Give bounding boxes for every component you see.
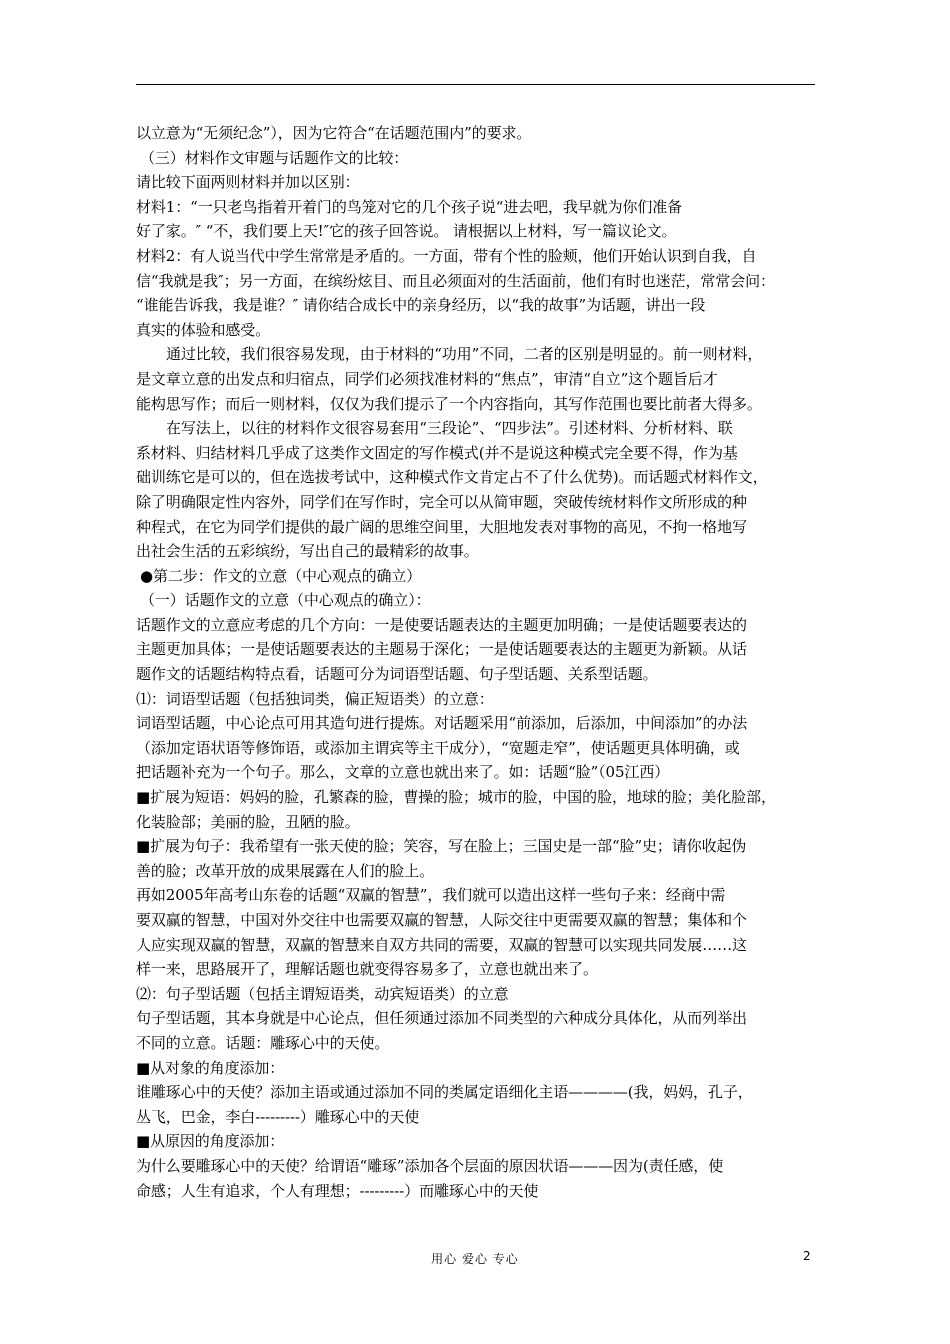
text-line: 系材料、归结材料几乎成了这类作文固定的写作模式(并不是说这种模式完全要不得，作为基 <box>136 443 738 462</box>
text-line: 句子型话题，其本身就是中心论点，但任须通过添加不同类型的六种成分具体化，从而列举出 <box>136 1009 747 1028</box>
text-line: 化装脸部；美丽的脸，丑陋的脸。 <box>136 812 360 831</box>
text-line: 材料1：“一只老鸟指着开着门的鸟笼对它的几个孩子说“进去吧，我早就为你们准备 <box>136 197 683 216</box>
text-line: 题作文的话题结构特点看，话题可分为词语型话题、句子型话题、关系型话题。 <box>136 665 658 684</box>
text-line: 不同的立意。话题：雕琢心中的天使。 <box>136 1033 390 1052</box>
text-line: 真实的体验和感受。 <box>136 320 271 339</box>
text-line: 以立意为“无须纪念”），因为它符合“在话题范围内”的要求。 <box>136 124 532 142</box>
text-line: 出社会生活的五彩缤纷，写出自己的最精彩的故事。 <box>136 542 479 561</box>
text-line: 为什么要雕琢心中的天使？给谓语“雕琢”添加各个层面的原因状语———因为(责任感，使 <box>136 1156 724 1175</box>
text-line: 把话题补充为一个句子。那么，文章的立意也就出来了。如：话题“脸”（05江西） <box>136 763 670 782</box>
footer-slogan: 用心 爱心 专心 <box>431 1252 519 1266</box>
text-line: 除了明确限定性内容外，同学们在写作时，完全可以从简审题，突破传统材料作文所形成的种 <box>136 492 747 511</box>
text-line: 人应实现双赢的智慧，双赢的智慧来自双方共同的需要，双赢的智慧可以实现共同发展……这 <box>136 935 747 954</box>
text-line: 谁雕琢心中的天使？添加主语或通过添加不同的类属定语细化主语————(我，妈妈，孔子， <box>136 1083 753 1102</box>
text-line: 础训练它是可以的，但在选拔考试中，这种模式作文肯定占不了什么优势)。而话题式材料作文， <box>136 468 768 487</box>
text-line: 样一来，思路展开了，理解话题也就变得容易多了，立意也就出来了。 <box>136 960 598 979</box>
text-line: 善的脸；改革开放的成果展露在人们的脸上。 <box>136 861 435 880</box>
document-body <box>136 121 816 1203</box>
text-line: 主题更加具体；一是使话题要表达的主题易于深化；一是使话题要表达的主题更为新颖。从话 <box>136 640 747 659</box>
text-line: “谁能告诉我，我是谁？″ 请你结合成长中的亲身经历，以“我的故事”为话题，讲出一段 <box>136 296 706 315</box>
subsection-heading: ⑴：词语型话题（包括独词类，偏正短语类）的立意： <box>136 689 494 708</box>
paragraph-start: 在写法上，以往的材料作文很容易套用“三段论”、“四步法”。引述材料、分析材料、联 <box>166 419 733 438</box>
text-line: 好了家。″ “不，我们要上天!″它的孩子回答说。 请根据以上材料，写一篇议论文。 <box>136 222 677 241</box>
section-heading: ●第二步：作文的立意（中心观点的确立） <box>140 566 422 585</box>
subsection-heading: ⑵：句子型话题（包括主谓短语类，动宾短语类）的立意 <box>136 984 509 1003</box>
text-line: 是文章立意的出发点和归宿点，同学们必须找准材料的“焦点”，审清“自立”这个题旨后才 <box>136 369 718 388</box>
bullet-line: ■扩展为短语：妈妈的脸，孔繁森的脸，曹操的脸；城市的脸，中国的脸，地球的脸；美化脸部， <box>136 788 776 807</box>
text-line: 话题作文的立意应考虑的几个方向：一是使要话题表达的主题更加明确；一是使话题要表达的 <box>136 615 747 634</box>
text-line: 种程式，在它为同学们提供的最广阔的思维空间里，大胆地发表对事物的高见，不拘一格地写 <box>136 517 747 536</box>
text-line: 能构思写作；而后一则材料，仅仅为我们提示了一个内容指向，其写作范围也要比前者大得多。 <box>136 394 762 413</box>
text-line: （添加定语状语等修饰语，或添加主谓宾等主干成分），“宽题走窄”，使话题更具体明确，或 <box>136 738 740 757</box>
text-line: 再如2005年高考山东卷的话题“双赢的智慧”，我们就可以造出这样一些句子来：经商中需 <box>136 886 726 905</box>
bullet-line: ■从原因的角度添加： <box>136 1132 285 1151</box>
text-line: 材料2：有人说当代中学生常常是矛盾的。一方面，带有个性的脸颊，他们开始认识到自我，自 <box>136 246 757 265</box>
text-line: 命感；人生有追求，个人有理想；---------）而雕琢心中的天使 <box>136 1181 539 1200</box>
section-heading: （三）材料作文审题与话题作文的比较： <box>140 148 409 167</box>
text-line: 请比较下面两则材料并加以区别： <box>136 173 360 192</box>
header-rule <box>136 84 815 85</box>
text-line: 丛飞，巴金，李白---------）雕琢心中的天使 <box>136 1107 420 1126</box>
paragraph-start: 通过比较，我们很容易发现，由于材料的“功用”不同，二者的区别是明显的。前一则材料， <box>166 345 763 364</box>
text-line: 信“我就是我″；另一方面，在缤纷炫目、而且必须面对的生活面前，他们有时也迷茫，常常会问： <box>136 271 775 290</box>
bullet-line: ■从对象的角度添加： <box>136 1058 285 1077</box>
section-heading: （一）话题作文的立意（中心观点的确立）： <box>140 591 431 610</box>
text-line: 词语型话题，中心论点可用其造句进行提炼。对话题采用“前添加，后添加，中间添加”的办法 <box>136 714 748 733</box>
bullet-line: ■扩展为句子：我希望有一张天使的脸；笑容，写在脸上；三国史是一部“脸”史；请你收起伪 <box>136 837 747 856</box>
page-number: 2 <box>803 1249 811 1263</box>
text-line: 要双赢的智慧，中国对外交往中也需要双赢的智慧，人际交往中更需要双赢的智慧；集体和个 <box>136 911 747 929</box>
